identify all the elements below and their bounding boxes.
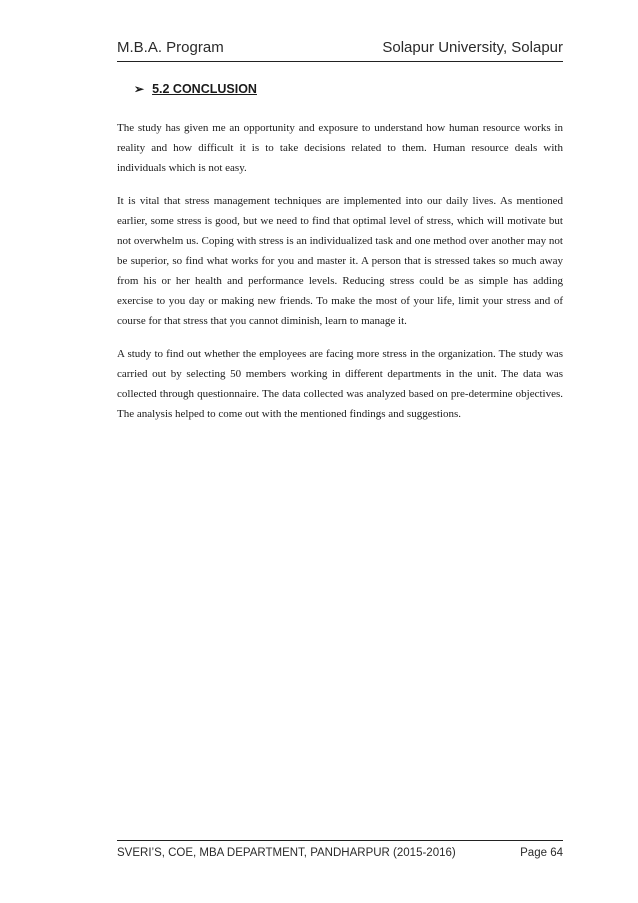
paragraph-3: A study to find out whether the employees are facing more stress in the organization. The study was carried out by selecting 50 members working in different departments in the unit. The data was collected through questionnaire. The data collected was analyzed based on pre-determine objectives. The analysis helped to come out with the mentioned findings and suggestions. (117, 348, 563, 420)
header-university: Solapur University, Solapur (382, 39, 563, 56)
paragraph-1: The study has given me an opportunity and exposure to understand how human resource works in reality and how difficult it is to take decisions related to them. Human resource deals with individuals which is not easy. (117, 122, 563, 174)
section-heading (134, 82, 257, 96)
arrow-bullet-icon: ➢ (134, 82, 145, 96)
section-title: 5.2 CONCLUSION (152, 82, 257, 96)
page-header (117, 37, 563, 62)
page-footer (117, 840, 563, 865)
footer-page-number: Page 64 (520, 847, 563, 859)
footer-department: SVERI’S, COE, MBA DEPARTMENT, PANDHARPUR (2015-2016) (117, 847, 456, 859)
header-program: M.B.A. Program (117, 39, 224, 56)
body-text (117, 118, 563, 437)
paragraph-2: It is vital that stress management techniques are implemented into our daily lives. As mentioned earlier, some stress is good, but we need to find that optimal level of stress, which will motivate but not overwhelm us. Coping with stress is an individualized task and one method over another may not be superior, so find what works for you and master it. A person that is stressed takes so much away from his or her health and performance levels. Reducing stress could be as simple has adding exercise to you day or making new friends. To make the most of your life, limit your stress and of course for that stress that you cannot diminish, learn to manage it. (117, 195, 563, 327)
